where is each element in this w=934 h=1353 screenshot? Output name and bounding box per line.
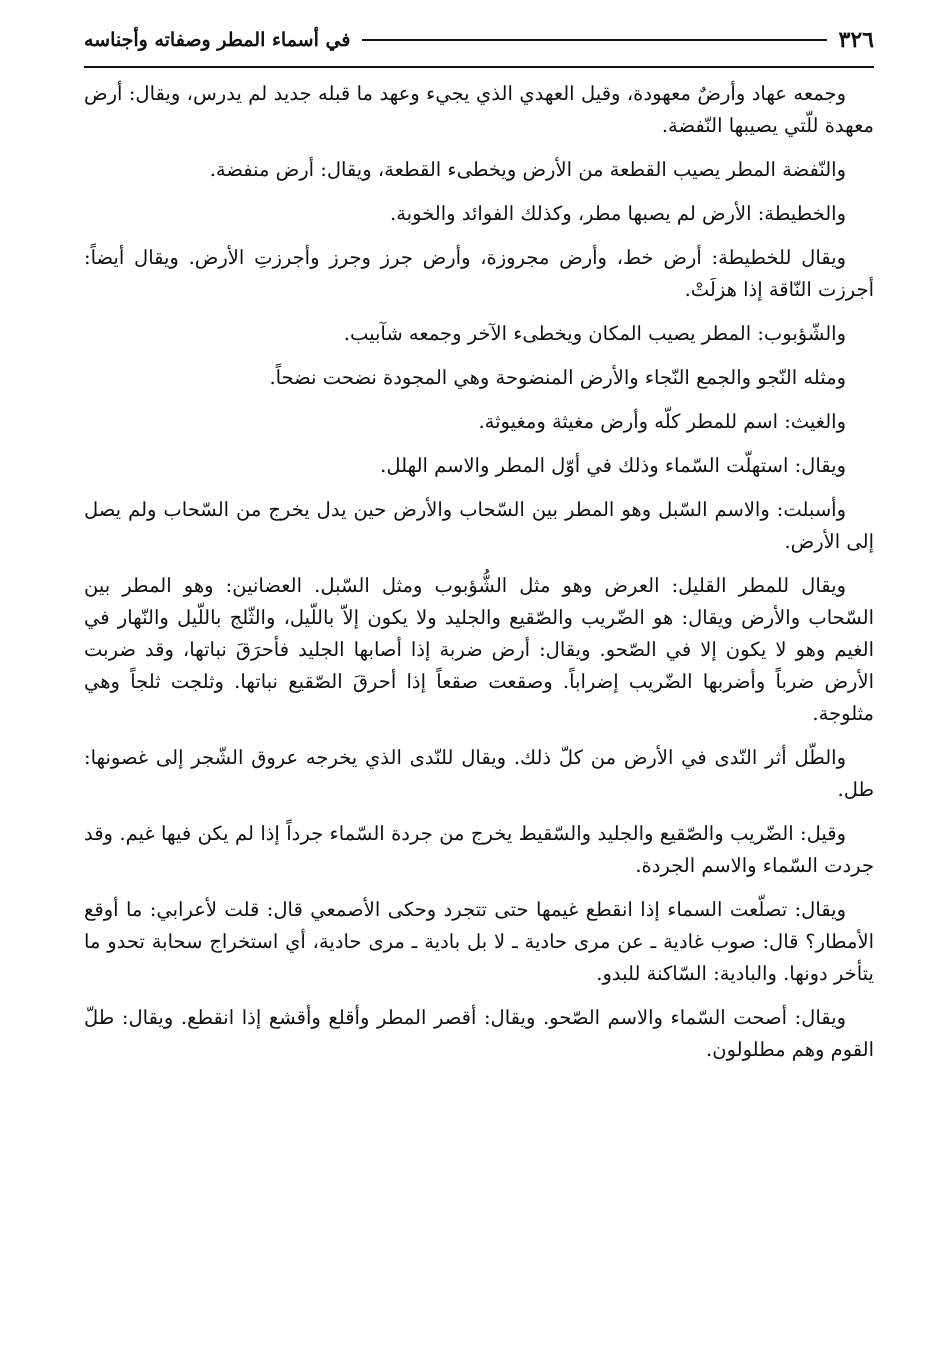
paragraph-11: والطّل أثر النّدى في الأرض من كلّ ذلك. ويقال للنّدى الذي يخرجه عروق الشّجر إلى غصونها: طل. bbox=[84, 746, 874, 801]
paragraph-8: ويقال: استهلّت السّماء وذلك في أوّل المطر والاسم الهلل. bbox=[380, 454, 846, 477]
paragraph-5: والشّؤبوب: المطر يصيب المكان ويخطىء الآخر وجمعه شآبيب. bbox=[343, 322, 846, 345]
paragraph-7: والغيث: اسم للمطر كلّه وأرض مغيثة ومغيوثة. bbox=[478, 410, 846, 433]
page-number: ٣٢٦ bbox=[838, 27, 874, 53]
running-title: في أسماء المطر وصفاته وأجناسه bbox=[84, 29, 351, 51]
page-header bbox=[84, 20, 874, 68]
header-rule bbox=[362, 39, 826, 41]
paragraph-1: وجمعه عهاد وأرضٌ معهودة، وقيل العهدي الذي يجيء وعهد ما قبله جديد لم يدرس، ويقال: أرض معهدة للّتي يصيبها النّفضة. bbox=[84, 82, 874, 137]
paragraph-3: والخطيطة: الأرض لم يصبها مطر، وكذلك الفوائد والخوبة. bbox=[390, 202, 846, 225]
paragraph-13: ويقال: تصلّعت السماء إذا انقطع غيمها حتى تتجرد وحكى الأصمعي قال: قلت لأعرابي: ما أوقع الأمطار؟ قال: صوب غادية ـ عن مرى حادية ـ لا بل بادية ـ مرى حادية، أي استخراج سحابة تحدو ما يتأخر دونها. والبادية: السّاكنة للبدو. bbox=[84, 898, 874, 985]
page-body bbox=[84, 78, 874, 1066]
paragraph-2: والنّفضة المطر يصيب القطعة من الأرض ويخطىء القطعة، ويقال: أرض منفضة. bbox=[209, 158, 846, 181]
paragraph-9: وأسبلت: والاسم السّبل وهو المطر بين السّحاب والأرض حين يدل يخرج من السّحاب ولم يصل إلى الأرض. bbox=[84, 498, 874, 553]
paragraph-14: ويقال: أصحت السّماء والاسم الصّحو. ويقال: أقصر المطر وأقلع وأقشع إذا انقطع. ويقال: طلّ القوم وهم مطلولون. bbox=[84, 1006, 874, 1061]
book-page bbox=[84, 20, 874, 1078]
paragraph-10: ويقال للمطر القليل: العرض وهو مثل الشُّؤبوب ومثل السّبل. العضانين: وهو المطر بين السّحاب والأرض ويقال: هو الضّريب والصّقيع والجليد ولا يكون إلاّ باللّيل، والثّلج باللّيل والنّهار في الغيم وهو لا يكون إلا في الصّحو. ويقال: أرض ضربة إذا أصابها الجليد فأحرَقَ نباتها، وقد ضربت الأرض ضرباً وأضربها الضّريب إضراباً. وصقعت صقعاً إذا أحرقَ الصّقيع نباتها. وثلجت ثلجاً وهي مثلوجة. bbox=[84, 574, 874, 725]
paragraph-6: ومثله النّجو والجمع النّجاء والأرض المنضوحة وهي المجودة نضحت نضحاً. bbox=[269, 366, 846, 389]
paragraph-12: وقيل: الضّريب والصّقيع والجليد والسّقيط يخرج من جردة السّماء جرداً إذا لم يكن فيها غيم. وقد جردت السّماء والاسم الجردة. bbox=[84, 822, 874, 877]
paragraph-4: ويقال للخطيطة: أرض خط، وأرض مجروزة، وأرض جرز وجرز وأجرزتِ الأرض. ويقال أيضاً: أجرزت النّاقة إذا هزلَتْ. bbox=[84, 246, 874, 301]
